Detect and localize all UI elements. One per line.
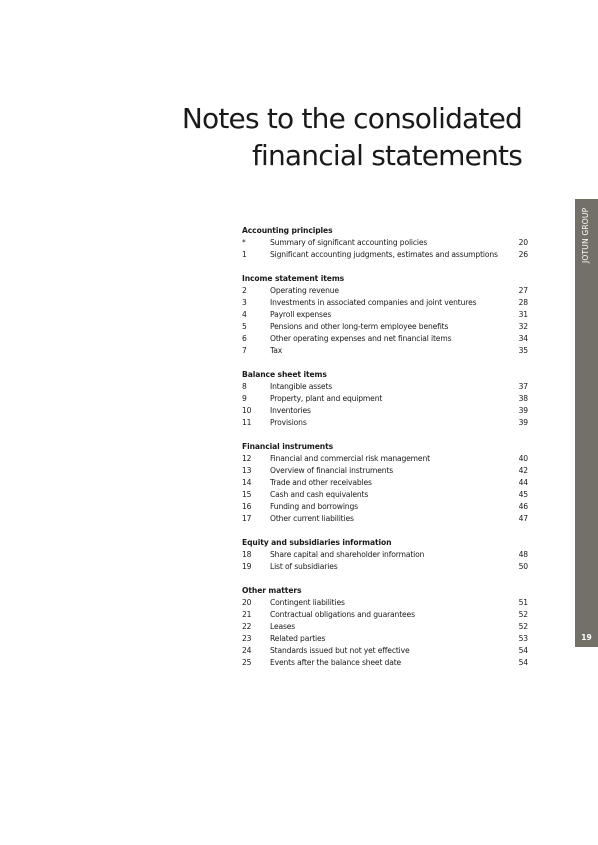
- note-number: 3: [242, 298, 247, 307]
- note-title: Investments in associated companies and joint ventures: [270, 298, 477, 307]
- section-heading: Income statement items: [242, 274, 345, 283]
- toc-entry[interactable]: [242, 501, 528, 513]
- note-page-number: 38: [518, 394, 528, 403]
- page-title: [182, 100, 522, 174]
- note-number: 4: [242, 310, 247, 319]
- note-title: Summary of significant accounting policies: [270, 238, 428, 247]
- note-page-number: 45: [518, 490, 528, 499]
- note-title: Pensions and other long-term employee benefits: [270, 322, 449, 331]
- note-title: Intangible assets: [270, 382, 333, 391]
- toc-entry[interactable]: [242, 309, 528, 321]
- note-number: 16: [242, 502, 252, 511]
- note-number: 6: [242, 334, 247, 343]
- toc-section: [242, 225, 528, 261]
- note-number: 7: [242, 346, 247, 355]
- note-title: Property, plant and equipment: [270, 394, 383, 403]
- toc-entry[interactable]: [242, 345, 528, 357]
- note-page-number: 44: [518, 478, 528, 487]
- toc-entry[interactable]: [242, 477, 528, 489]
- note-number: 25: [242, 658, 252, 667]
- note-page-number: 52: [518, 622, 528, 631]
- toc-entry[interactable]: [242, 549, 528, 561]
- toc-entry[interactable]: [242, 297, 528, 309]
- toc-entry[interactable]: [242, 633, 528, 645]
- table-of-contents: [242, 225, 528, 681]
- note-page-number: 48: [518, 550, 528, 559]
- section-heading: Accounting principles: [242, 226, 333, 235]
- toc-entry[interactable]: [242, 393, 528, 405]
- note-number: 20: [242, 598, 252, 607]
- section-heading: Financial instruments: [242, 442, 334, 451]
- note-page-number: 35: [518, 346, 528, 355]
- toc-entry[interactable]: [242, 405, 528, 417]
- section-heading: Other matters: [242, 586, 302, 595]
- note-title: Standards issued but not yet effective: [270, 646, 410, 655]
- page-number: 19: [581, 633, 592, 642]
- note-number: 14: [242, 478, 252, 487]
- note-title: Overview of financial instruments: [270, 466, 394, 475]
- note-page-number: 51: [518, 598, 528, 607]
- note-page-number: 20: [518, 238, 528, 247]
- note-page-number: 39: [518, 418, 528, 427]
- note-title: Events after the balance sheet date: [270, 658, 402, 667]
- note-number: 5: [242, 322, 247, 331]
- toc-entry[interactable]: [242, 465, 528, 477]
- note-title: Cash and cash equivalents: [270, 490, 369, 499]
- toc-entry[interactable]: [242, 657, 528, 669]
- note-page-number: 54: [518, 658, 528, 667]
- note-number: 22: [242, 622, 252, 631]
- note-page-number: 37: [518, 382, 528, 391]
- note-page-number: 53: [518, 634, 528, 643]
- note-title: Payroll expenses: [270, 310, 332, 319]
- toc-section: [242, 441, 528, 525]
- brand-label: JOTUN GROUP: [581, 207, 590, 263]
- note-title: Provisions: [270, 418, 307, 427]
- toc-section: [242, 369, 528, 429]
- note-page-number: 42: [518, 466, 528, 475]
- note-number: 8: [242, 382, 247, 391]
- note-page-number: 26: [518, 250, 528, 259]
- note-title: Contingent liabilities: [270, 598, 345, 607]
- note-number: 24: [242, 646, 252, 655]
- note-title: Related parties: [270, 634, 326, 643]
- toc-entry[interactable]: [242, 321, 528, 333]
- note-number: 17: [242, 514, 252, 523]
- toc-entry[interactable]: [242, 621, 528, 633]
- toc-entry[interactable]: [242, 381, 528, 393]
- note-title: Other current liabilities: [270, 514, 354, 523]
- note-number: 11: [242, 418, 252, 427]
- note-page-number: 27: [518, 286, 528, 295]
- note-number: 18: [242, 550, 252, 559]
- toc-section: [242, 537, 528, 573]
- toc-entry[interactable]: [242, 453, 528, 465]
- page-title-line-1: Notes to the consolidated: [181, 102, 522, 135]
- note-title: Tax: [270, 346, 283, 355]
- note-title: Share capital and shareholder information: [270, 550, 425, 559]
- note-number: *: [242, 238, 246, 247]
- side-tab: [575, 199, 598, 647]
- toc-entry[interactable]: [242, 237, 528, 249]
- note-page-number: 34: [518, 334, 528, 343]
- note-title: Leases: [270, 622, 296, 631]
- note-title: Inventories: [270, 406, 311, 415]
- note-page-number: 47: [518, 514, 528, 523]
- note-page-number: 54: [518, 646, 528, 655]
- toc-entry[interactable]: [242, 513, 528, 525]
- note-title: Financial and commercial risk management: [270, 454, 430, 463]
- toc-entry[interactable]: [242, 645, 528, 657]
- toc-entry[interactable]: [242, 417, 528, 429]
- toc-entry[interactable]: [242, 609, 528, 621]
- toc-entry[interactable]: [242, 333, 528, 345]
- note-page-number: 46: [518, 502, 528, 511]
- note-page-number: 28: [518, 298, 528, 307]
- note-page-number: 50: [518, 562, 528, 571]
- note-number: 23: [242, 634, 252, 643]
- note-number: 2: [242, 286, 247, 295]
- note-title: Operating revenue: [270, 286, 339, 295]
- toc-entry[interactable]: [242, 249, 528, 261]
- toc-entry[interactable]: [242, 597, 528, 609]
- section-heading: Equity and subsidiaries information: [242, 538, 392, 547]
- note-title: Significant accounting judgments, estimates and assumptions: [270, 250, 498, 259]
- note-page-number: 32: [518, 322, 528, 331]
- note-title: Contractual obligations and guarantees: [270, 610, 415, 619]
- note-number: 1: [242, 250, 247, 259]
- note-title: Other operating expenses and net financial items: [270, 334, 452, 343]
- toc-entry[interactable]: [242, 561, 528, 573]
- toc-entry[interactable]: [242, 489, 528, 501]
- toc-section: [242, 273, 528, 357]
- toc-section: [242, 585, 528, 669]
- note-number: 15: [242, 490, 252, 499]
- note-page-number: 39: [518, 406, 528, 415]
- note-number: 13: [242, 466, 252, 475]
- toc-entry[interactable]: [242, 285, 528, 297]
- note-title: Funding and borrowings: [270, 502, 358, 511]
- note-page-number: 40: [518, 454, 528, 463]
- note-page-number: 52: [518, 610, 528, 619]
- section-heading: Balance sheet items: [242, 370, 327, 379]
- page-title-line-2: financial statements: [251, 139, 522, 172]
- note-title: List of subsidiaries: [270, 562, 338, 571]
- note-title: Trade and other receivables: [270, 478, 372, 487]
- note-number: 9: [242, 394, 247, 403]
- note-number: 10: [242, 406, 252, 415]
- note-number: 21: [242, 610, 252, 619]
- note-number: 12: [242, 454, 252, 463]
- note-number: 19: [242, 562, 252, 571]
- note-page-number: 31: [518, 310, 528, 319]
